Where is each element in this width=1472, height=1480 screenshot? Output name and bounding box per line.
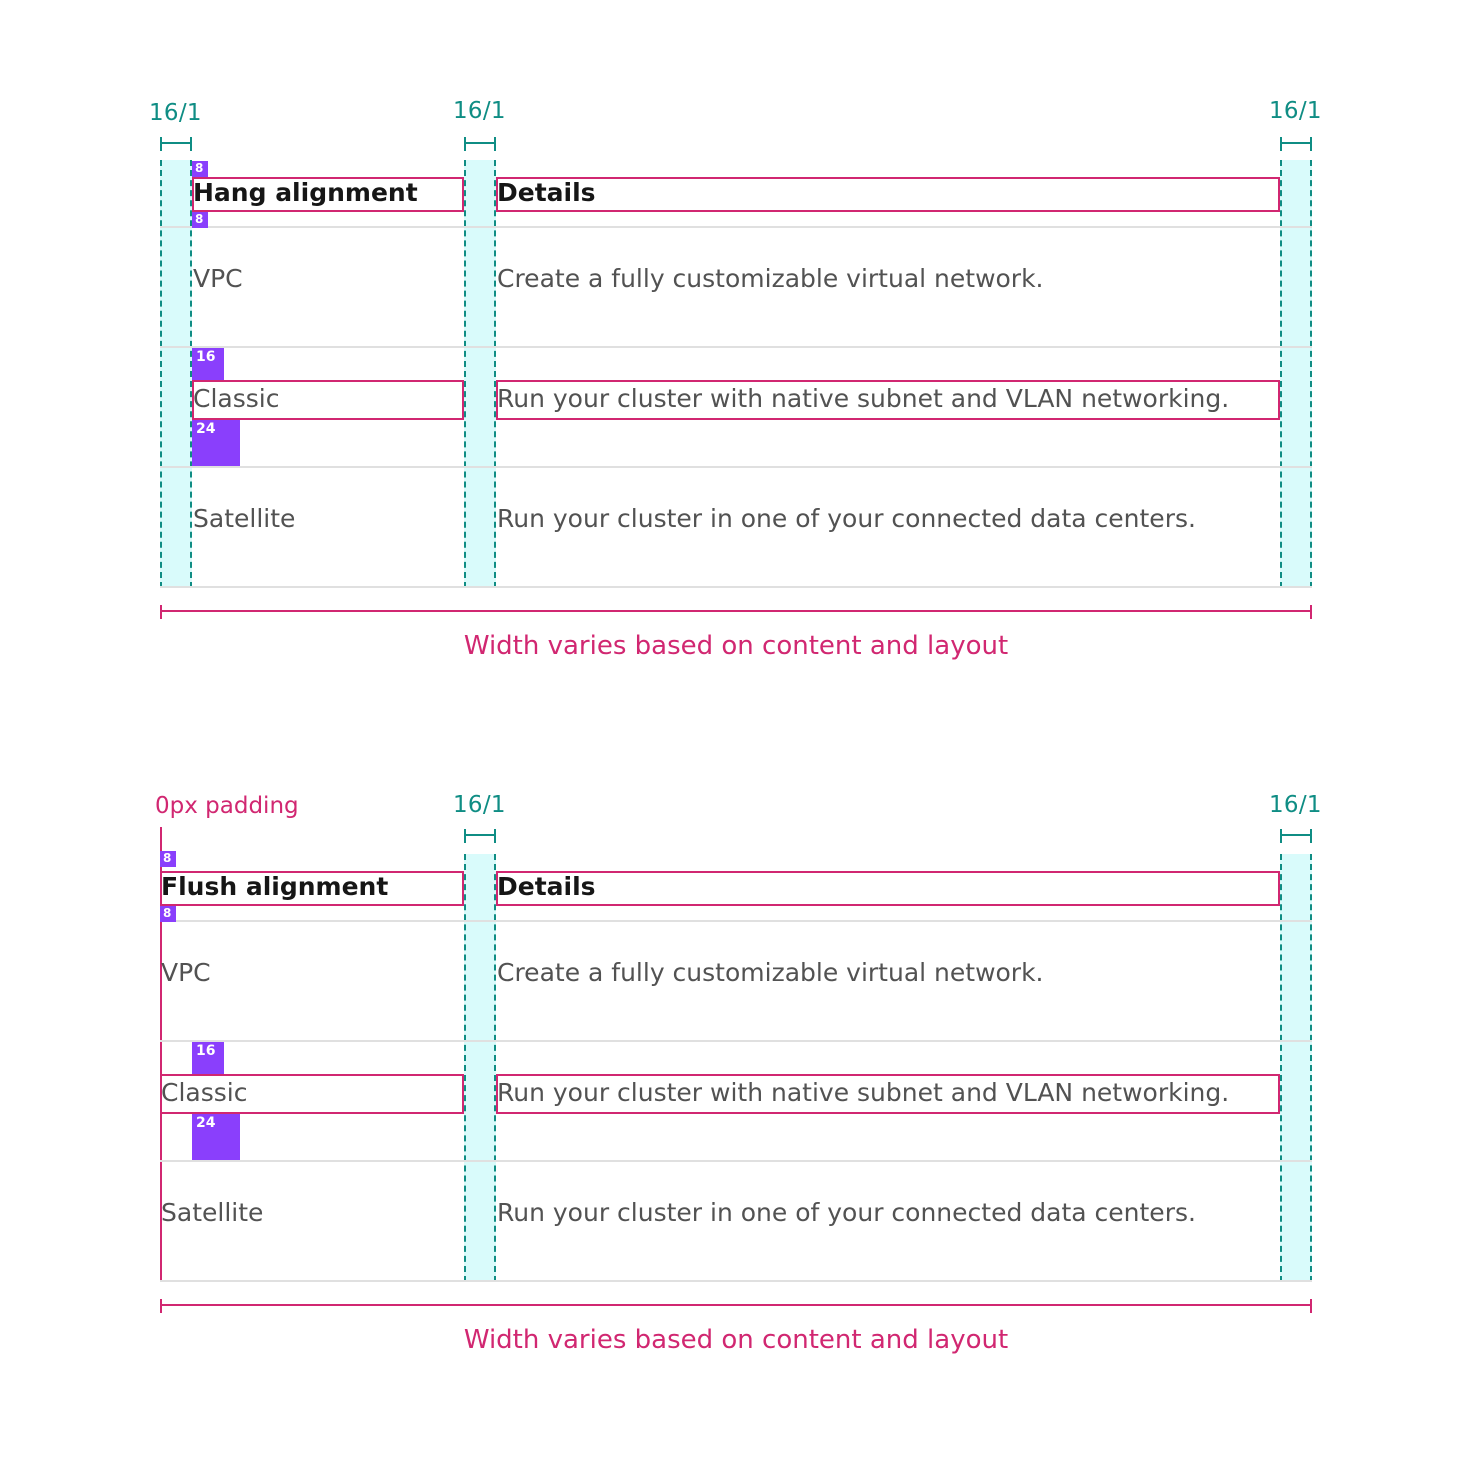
hang-row-classic-name: Classic (193, 384, 280, 413)
hang-middle-padding-measure (464, 137, 496, 151)
flush-right-padding-measure (1280, 829, 1312, 843)
flush-row-classic-name: Classic (161, 1078, 248, 1107)
hang-header-bottom-spacer: 8 (192, 212, 208, 228)
hang-row-vpc-detail: Create a fully customizable virtual network. (497, 264, 1044, 293)
hang-width-measure (160, 605, 1312, 619)
hang-middle-padding-label: 16/1 (453, 98, 506, 124)
flush-row-top-spacer: 16 (192, 1042, 224, 1074)
flush-header-col2: Details (497, 872, 596, 901)
hang-header-top-spacer: 8 (192, 161, 208, 177)
flush-row-divider (160, 1160, 1312, 1162)
hang-row-classic-detail: Run your cluster with native subnet and VLAN networking. (497, 384, 1230, 413)
flush-right-padding-label: 16/1 (1269, 792, 1322, 818)
hang-row-divider (160, 466, 1312, 468)
hang-row-satellite-detail: Run your cluster in one of your connected data centers. (497, 504, 1196, 533)
hang-left-padding-column (160, 160, 192, 588)
hang-left-padding-measure (160, 137, 192, 151)
flush-row-satellite-detail: Run your cluster in one of your connected data centers. (497, 1198, 1196, 1227)
hang-row-bottom-spacer: 24 (192, 420, 240, 466)
flush-right-padding-column (1280, 854, 1312, 1282)
flush-width-note: Width varies based on content and layout (463, 1325, 1009, 1355)
hang-row-top-spacer: 16 (192, 348, 224, 380)
flush-row-bottom-spacer: 24 (192, 1114, 240, 1160)
hang-row-divider (160, 346, 1312, 348)
hang-right-padding-label: 16/1 (1269, 98, 1322, 124)
hang-header-col2: Details (497, 178, 596, 207)
flush-middle-padding-label: 16/1 (453, 792, 506, 818)
flush-row-vpc-detail: Create a fully customizable virtual network. (497, 958, 1044, 987)
flush-header-bottom-spacer: 8 (160, 906, 176, 922)
flush-header-col2-highlight (496, 871, 1280, 906)
hang-row-satellite-name: Satellite (193, 504, 296, 533)
hang-row-vpc-name: VPC (193, 264, 243, 293)
flush-header-divider (160, 920, 1312, 922)
flush-row-divider (160, 1280, 1312, 1282)
flush-row-satellite-name: Satellite (161, 1198, 264, 1227)
flush-left-padding-label: 0px padding (155, 793, 299, 819)
flush-header-top-spacer: 8 (160, 851, 176, 867)
hang-right-padding-column (1280, 160, 1312, 588)
flush-header-col1: Flush alignment (161, 872, 389, 901)
hang-width-note: Width varies based on content and layout (463, 631, 1009, 661)
flush-row-classic-detail: Run your cluster with native subnet and VLAN networking. (497, 1078, 1230, 1107)
hang-middle-padding-column (464, 160, 496, 588)
flush-middle-padding-column (464, 854, 496, 1282)
flush-row-divider (160, 1040, 1312, 1042)
flush-middle-padding-measure (464, 829, 496, 843)
flush-width-measure (160, 1299, 1312, 1313)
hang-right-padding-measure (1280, 137, 1312, 151)
hang-header-divider (160, 226, 1312, 228)
hang-header-col2-highlight (496, 177, 1280, 212)
hang-row-divider (160, 586, 1312, 588)
hang-left-padding-label: 16/1 (149, 100, 202, 126)
flush-row-vpc-name: VPC (161, 958, 211, 987)
hang-header-col1: Hang alignment (193, 178, 418, 207)
